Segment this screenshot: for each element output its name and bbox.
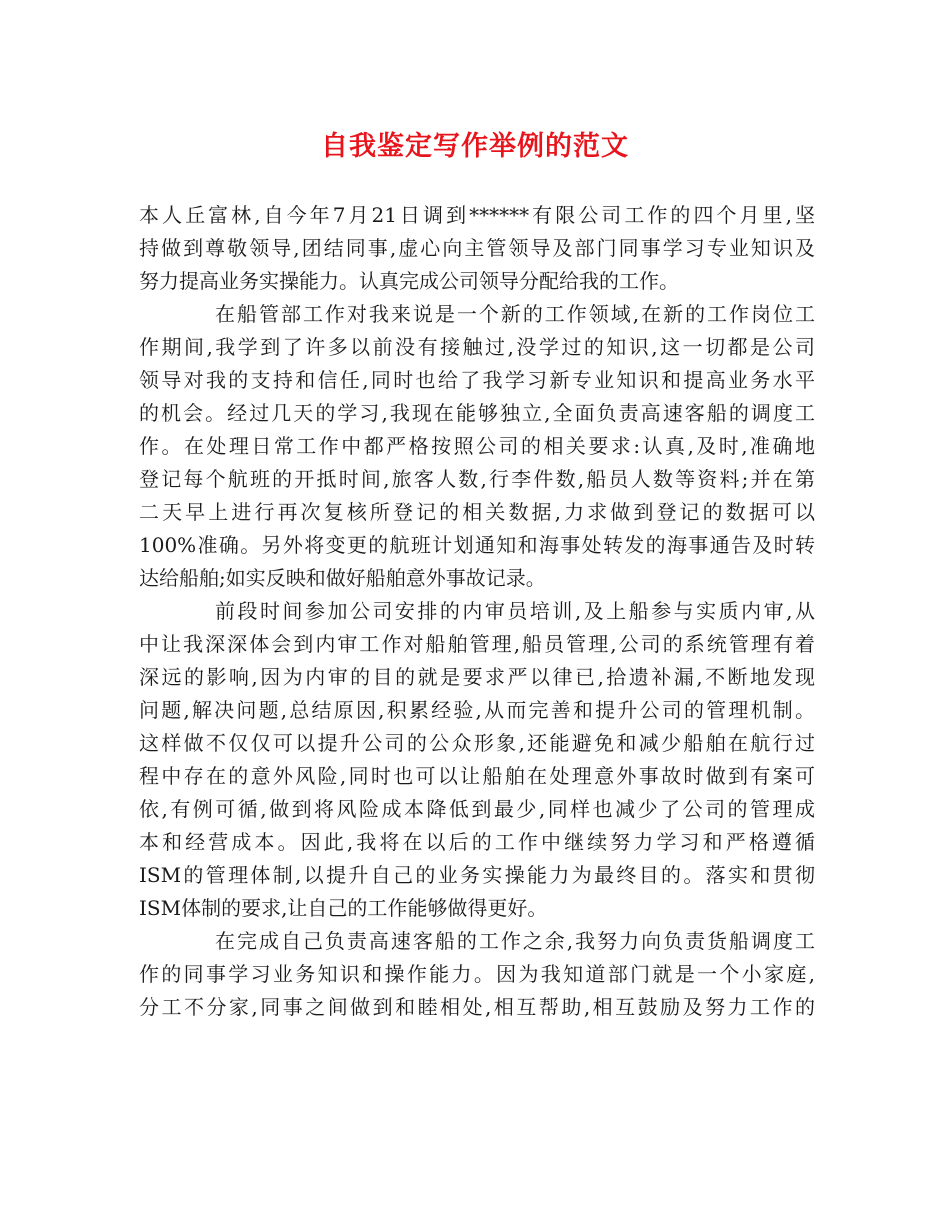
text-line: 达给船舶;如实反映和做好船舶意外事故记录。 — [139, 566, 546, 590]
text-line: 努力提高业务实操能力。认真完成公司领导分配给我的工作。 — [139, 269, 679, 293]
text-line: 本和经营成本。因此,我将在以后的工作中继续努力学习和严格遵循 — [139, 830, 815, 854]
text-line: 持做到尊敬领导,团结同事,虚心向主管领导及部门同事学习专业知识及 — [139, 236, 815, 260]
text-line: 深远的影响,因为内审的目的就是要求严以律已,拾遗补漏,不断地发现 — [139, 665, 815, 689]
text-line: 依,有例可循,做到将风险成本降低到最少,同样也减少了公司的管理成 — [139, 797, 815, 821]
text-line: 在完成自己负责高速客船的工作之余,我努力向负责货船调度工 — [215, 929, 815, 953]
text-line: 在船管部工作对我来说是一个新的工作领域,在新的工作岗位工 — [215, 302, 815, 326]
text-line: ISM体制的要求,让自己的工作能够做得更好。 — [139, 896, 548, 920]
document-body — [139, 199, 815, 1024]
text-line: 程中存在的意外风险,同时也可以让船舶在处理意外事故时做到有案可 — [139, 764, 815, 788]
text-line: 前段时间参加公司安排的内审员培训,及上船参与实质内审,从 — [215, 599, 815, 623]
text-line: 的机会。经过几天的学习,我现在能够独立,全面负责高速客船的调度工 — [139, 401, 815, 425]
text-line: 中让我深深体会到内审工作对船舶管理,船员管理,公司的系统管理有着 — [139, 632, 815, 656]
text-line: 本人丘富林,自今年7月21日调到******有限公司工作的四个月里,坚 — [139, 203, 815, 227]
text-line: 领导对我的支持和信任,同时也给了我学习新专业知识和提高业务水平 — [139, 368, 815, 392]
text-line: 分工不分家,同事之间做到和睦相处,相互帮助,相互鼓励及努力工作的 — [139, 995, 815, 1019]
document-title: 自我鉴定写作举例的范文 — [321, 131, 629, 162]
text-line: 这样做不仅仅可以提升公司的公众形象,还能避免和减少船舶在航行过 — [139, 731, 815, 755]
text-line: 二天早上进行再次复核所登记的相关数据,力求做到登记的数据可以 — [139, 500, 815, 524]
text-line: 登记每个航班的开抵时间,旅客人数,行李件数,船员人数等资料;并在第 — [139, 467, 815, 491]
text-line: 100%准确。另外将变更的航班计划通知和海事处转发的海事通告及时转 — [139, 533, 815, 557]
text-line: 作期间,我学到了许多以前没有接触过,没学过的知识,这一切都是公司 — [139, 335, 815, 359]
text-line: 作。在处理日常工作中都严格按照公司的相关要求:认真,及时,准确地 — [139, 434, 815, 458]
text-line: ISM的管理体制,以提升自己的业务实操能力为最终目的。落实和贯彻 — [139, 863, 815, 887]
text-line: 作的同事学习业务知识和操作能力。因为我知道部门就是一个小家庭, — [139, 962, 815, 986]
text-line: 问题,解决问题,总结原因,积累经验,从而完善和提升公司的管理机制。 — [139, 698, 815, 722]
